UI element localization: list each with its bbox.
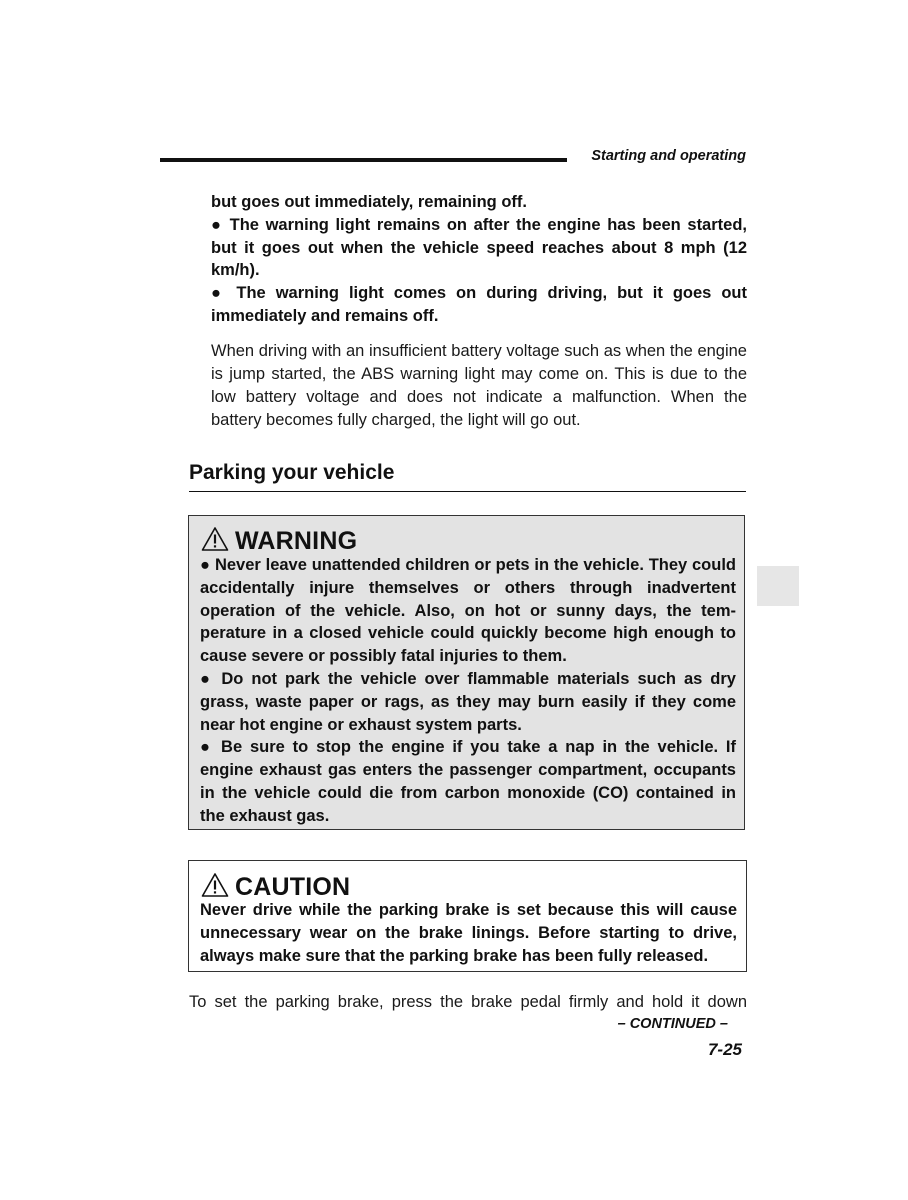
warning-item: ● Be sure to stop the engine if you take a nap in the vehicle. If engine exhaust gas enters the passenger compartment, occupants in the vehicle could die from carbon monoxide (CO) contained in the exhaust gas. (200, 738, 736, 825)
caution-title: CAUTION (235, 873, 351, 901)
intro-bullet: ● The warning light comes on during driving, but it goes out immediately and remains off. (211, 284, 747, 325)
chapter-thumb-tab (757, 566, 799, 606)
caution-box (188, 860, 747, 972)
warning-box (188, 515, 745, 830)
warning-item: ● Do not park the vehicle over flammable materials such as dry grass, waste paper or rags, as they may burn easily if they come near hot engine or exhaust system parts. (200, 669, 736, 734)
warning-triangle-icon (201, 526, 229, 557)
paragraph-text: When driving with an insufficient battery voltage such as when the engine is jump started, the ABS warning light may come on. This is due to the low battery voltage and does not indicate a malfunction. When the battery becomes fully charged, the light will go out. (211, 342, 747, 429)
intro-bullets (211, 191, 747, 328)
abs-battery-paragraph (211, 340, 747, 432)
section-header-title: Starting and operating (591, 148, 746, 164)
intro-bullet: ● The warning light remains on after the engine has been started, but it goes out when the vehicle speed reaches about 8 mph (12 km/h). (211, 215, 747, 280)
section-heading: Parking your vehicle (189, 461, 746, 492)
warning-items (200, 554, 736, 828)
header-rule (160, 158, 567, 162)
intro-line: but goes out immediately, remaining off. (211, 193, 527, 211)
page-number: 7-25 (707, 1040, 742, 1059)
warning-item: ● Never leave unattended children or pets in the vehicle. They could accidentally injure themselves or others through inadvertent operation of the vehicle. Also, on hot or sunny days, the temperature in a closed vehicle could quickly become high enough to cause severe or possibly fatal injuries to them. (200, 556, 736, 666)
warning-title: WARNING (235, 527, 358, 555)
warning-heading (201, 526, 357, 557)
caution-text: Never drive while the parking brake is set because this will cause unnecessary wear on the brake linings. Before starting to drive, always make sure that the parking brake has been fully released. (200, 901, 737, 965)
parking-brake-paragraph: To set the parking brake, press the brake pedal firmly and hold it down (189, 993, 747, 1011)
continued-label: – CONTINUED – (617, 1016, 728, 1032)
